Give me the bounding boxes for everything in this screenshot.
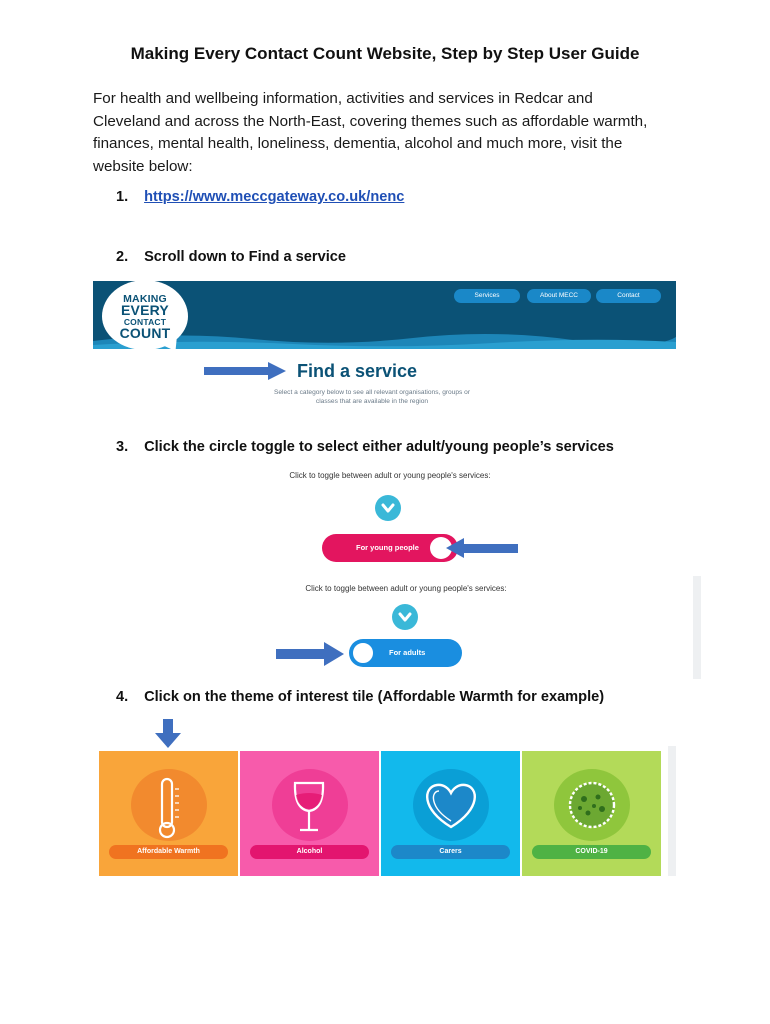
find-service-subtitle: Select a category below to see all relevant organisations, groups or classes that are available in the region [273, 389, 471, 405]
step-number: 2. [116, 249, 129, 265]
step-text: Click the circle toggle to select either adult/young people’s services [144, 439, 614, 455]
chevron-down-icon[interactable] [392, 604, 418, 630]
toggle-knob[interactable] [352, 642, 374, 664]
step-4 [116, 689, 604, 705]
logo-text: CONTACT [123, 317, 167, 327]
step-1 [116, 189, 404, 205]
scrollbar [693, 576, 701, 679]
step-text: Scroll down to Find a service [144, 249, 346, 265]
step-number: 4. [116, 689, 129, 705]
thermometer-icon [99, 751, 238, 846]
mecc-logo [102, 280, 188, 350]
tile-label-pill: COVID-19 [532, 845, 651, 859]
nav-contact[interactable]: Contact [596, 289, 661, 303]
chevron-down-icon[interactable] [375, 495, 401, 521]
tile-alcohol[interactable] [240, 751, 379, 876]
tile-label-pill: Affordable Warmth [109, 845, 228, 859]
toggle-instruction: Click to toggle between adult or young people's services: [305, 584, 507, 593]
logo-text: COUNT [119, 325, 171, 341]
arrow-right-icon [204, 362, 286, 380]
tile-covid-19[interactable] [522, 751, 661, 876]
tile-carers[interactable] [381, 751, 520, 876]
nav-about-mecc[interactable]: About MECC [527, 289, 591, 303]
logo-text: MAKING [123, 293, 167, 305]
young-people-toggle[interactable] [322, 534, 458, 562]
step-3 [116, 439, 614, 455]
arrow-down-icon [155, 719, 181, 748]
step-number: 1. [116, 189, 129, 205]
step-2 [116, 249, 346, 265]
arrow-right-icon [276, 642, 344, 666]
toggle-label-adults: For adults [389, 648, 426, 657]
nav-services[interactable]: Services [454, 289, 520, 303]
logo-text: EVERY [121, 302, 169, 318]
virus-icon [522, 751, 661, 846]
arrow-left-icon [446, 538, 518, 558]
document-title: Making Every Contact Count Website, Step by Step User Guide [130, 44, 640, 63]
tile-affordable-warmth[interactable] [99, 751, 238, 876]
tile-label-pill: Alcohol [250, 845, 369, 859]
mecc-gateway-link[interactable]: https://www.meccgateway.co.uk/nenc [144, 189, 405, 205]
toggle-instruction: Click to toggle between adult or young people's services: [289, 471, 491, 480]
adults-toggle[interactable] [349, 639, 462, 667]
heart-icon [381, 751, 520, 846]
step-text: Click on the theme of interest tile (Affordable Warmth for example) [144, 689, 605, 705]
wine-glass-icon [240, 751, 379, 846]
step-number: 3. [116, 439, 129, 455]
find-service-heading: Find a service [297, 361, 418, 381]
scrollbar [668, 746, 676, 876]
intro-paragraph: For health and wellbeing information, activities and services in Redcar and Cleveland and across the North-East, covering themes such as affordable warmth, finances, mental health, loneliness, dementia, alcohol and much more, visit the website below: [93, 90, 648, 175]
toggle-label-young: For young people [356, 543, 419, 552]
tile-label-pill: Carers [391, 845, 510, 859]
